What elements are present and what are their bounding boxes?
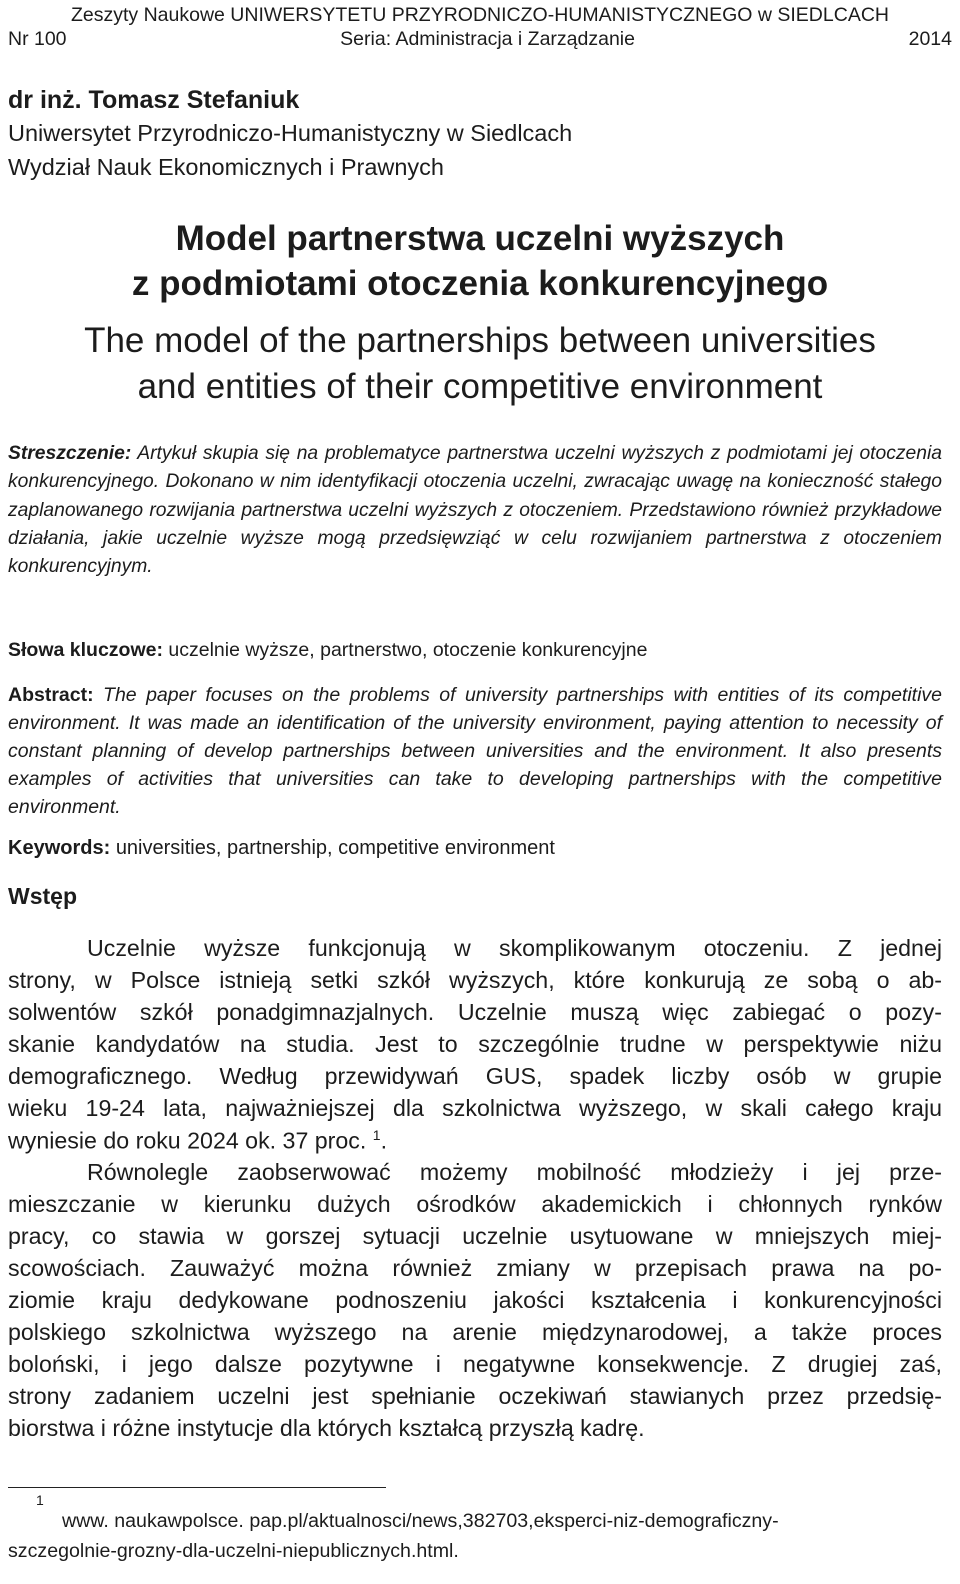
journal-series: Seria: Administracja i Zarządzanie bbox=[340, 28, 635, 50]
author-name: dr inż. Tomasz Stefaniuk bbox=[8, 86, 300, 114]
keywords-polish bbox=[8, 639, 942, 662]
journal-year: 2014 bbox=[908, 28, 952, 50]
body-line: ziomie kraju dedykowane podnoszeniu jakości kształcenia i konkurencyjności bbox=[8, 1287, 942, 1313]
abstract-english-text: The paper focuses on the problems of university partnerships with entities of its competitive environment. It was made an identification of the university environment, paying attention to necessity of constant planning of develop partnerships between universities and the environment. It also presents examples of activities that universities can take to developing partnerships with the competitive environment. bbox=[8, 684, 943, 818]
title-polish-line-2: z podmiotami otoczenia konkurencyjnego bbox=[131, 264, 829, 303]
footnote-url-line-1[interactable]: www. naukawpolsce. pap.pl/aktualnosci/news,382703,eksperci-niz-demograficzny- bbox=[62, 1510, 779, 1532]
body-line-text: wyniesie do roku 2024 ok. 37 proc. bbox=[8, 1127, 367, 1154]
body-line: biorstwa i różne instytucje dla których kształcą przyszłą kadrę. bbox=[8, 1415, 645, 1441]
body-line: polskiego szkolnictwa wyższego na arenie międzynarodowej, a także proces bbox=[8, 1319, 942, 1345]
journal-meta bbox=[8, 28, 952, 51]
footnote-separator bbox=[8, 1487, 386, 1488]
abstract-english-label: Abstract: bbox=[8, 684, 94, 706]
footnote-url-line-2[interactable]: szczegolnie-grozny-dla-uczelni-niepublicznych.html. bbox=[8, 1540, 459, 1562]
body-line: Równolegle zaobserwować możemy mobilność młodzieży i jej prze- bbox=[87, 1159, 942, 1185]
footnote-reference-suffix: . bbox=[380, 1127, 388, 1154]
body-line: scowościach. Zauważyć można również zmiany w przepisach prawa na po- bbox=[8, 1255, 942, 1281]
body-line: Uczelnie wyższe funkcjonują w skomplikowanym otoczeniu. Z jednej bbox=[87, 935, 942, 961]
author-affiliation-university: Uniwersytet Przyrodniczo-Humanistyczny w Siedlcach bbox=[8, 120, 573, 146]
journal-title: Zeszyty Naukowe UNIWERSYTETU PRZYRODNICZO-HUMANISTYCZNEGO w SIEDLCACH bbox=[70, 4, 889, 26]
title-english-line-1: The model of the partnerships between universities bbox=[84, 321, 876, 360]
footnote-number: 1 bbox=[36, 1492, 44, 1508]
author-affiliation-faculty: Wydział Nauk Ekonomicznych i Prawnych bbox=[8, 154, 445, 180]
body-line: pracy, co stawia w gorszej sytuacji uczelnie usytuowane w mniejszych miej- bbox=[8, 1223, 942, 1249]
body-line: mieszczanie w kierunku dużych ośrodków akademickich i chłonnych rynków bbox=[8, 1191, 942, 1217]
abstract-polish-label: Streszczenie: bbox=[8, 443, 132, 464]
body-line: demograficznego. Według przewidywań GUS, spadek liczby osób w grupie bbox=[8, 1063, 942, 1089]
body-line: skanie kandydatów na studia. Jest to szczególnie trudne w perspektywie niżu bbox=[8, 1031, 942, 1057]
footnote-reference[interactable]: 1 bbox=[372, 1127, 381, 1143]
body-line: solwentów szkół ponadgimnazjalnych. Uczelnie muszą więc zabiegać o pozy- bbox=[8, 999, 942, 1025]
journal-number: Nr 100 bbox=[8, 28, 67, 50]
body-line: strony zadaniem uczelni jest spełnianie oczekiwań stawianych przez przedsię- bbox=[8, 1383, 942, 1409]
section-heading-introduction: Wstęp bbox=[8, 883, 77, 909]
title-polish-line-1: Model partnerstwa uczelni wyższych bbox=[175, 219, 785, 258]
body-line: boloński, i jego dalsze pozytywne i negatywne konsekwencje. Z drugiej zaś, bbox=[8, 1351, 942, 1377]
abstract-polish bbox=[8, 440, 942, 581]
keywords-english-text: universities, partnership, competitive environment bbox=[115, 837, 555, 859]
keywords-english-label: Keywords: bbox=[8, 837, 111, 859]
keywords-english bbox=[8, 837, 942, 860]
body-line: strony, w Polsce istnieją setki szkół wyższych, które konkurują ze sobą o ab- bbox=[8, 967, 942, 993]
abstract-english bbox=[8, 681, 942, 821]
abstract-polish-text: Artykuł skupia się na problematyce partnerstwa uczelni wyższych z podmiotami jej otoczenia konkurencyjnego. Dokonano w nim identyfikacji otoczenia uczelni, zwracając uwagę na konieczność stałego zaplanowanego rozwijania partnerstwa uczelni wyższych z otoczeniem. Przedstawiono również przykładowe działania, jakie uczelnie wyższe mogą przedsięwziąć w celu rozwijaniem partnerstwa z otoczeniem konkurencyjnym. bbox=[8, 443, 942, 578]
body-line-with-footnote bbox=[8, 1127, 942, 1155]
title-english-line-2: and entities of their competitive environment bbox=[137, 367, 823, 406]
body-line: wieku 19-24 lata, najważniejszej dla szkolnictwa wyższego, w skali całego kraju bbox=[8, 1095, 942, 1121]
keywords-polish-text: uczelnie wyższe, partnerstwo, otoczenie konkurencyjne bbox=[168, 639, 648, 661]
keywords-polish-label: Słowa kluczowe: bbox=[8, 639, 163, 661]
